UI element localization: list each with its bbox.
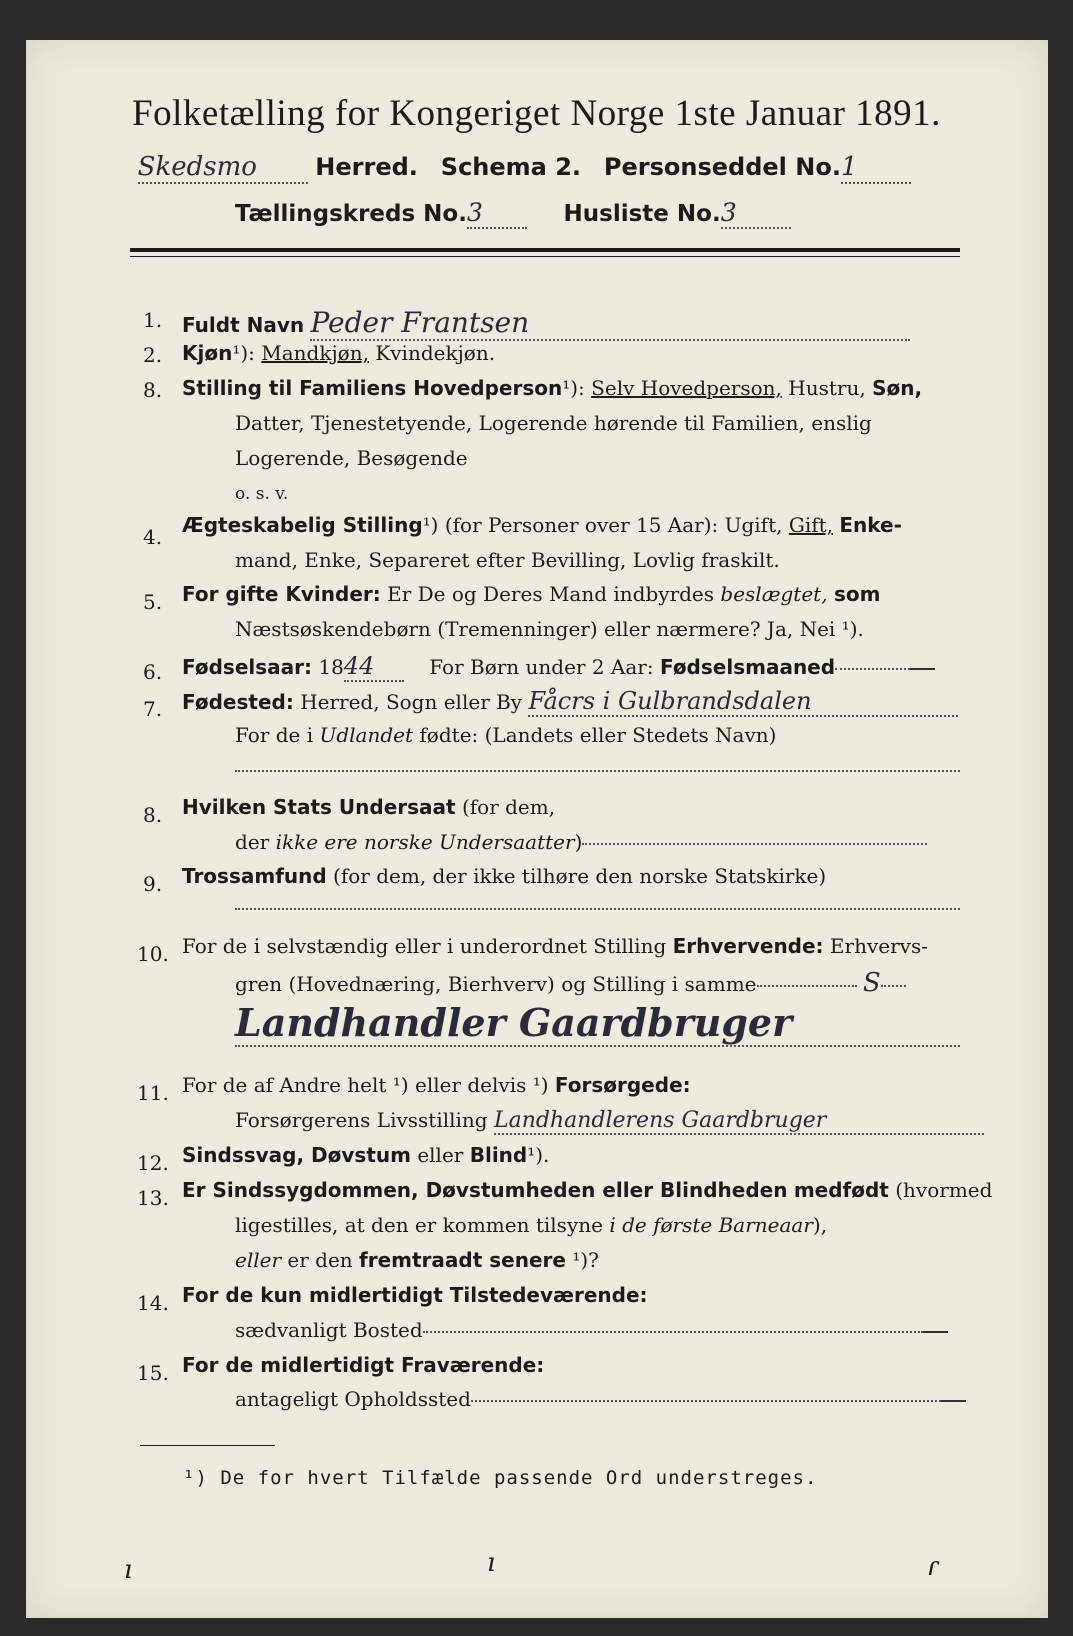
q8-number: 8.	[143, 803, 163, 827]
q15-line2-text: antageligt Opholdssted	[235, 1387, 471, 1411]
q13-number: 13.	[137, 1186, 169, 1210]
q2-option-mandkjon: Mandkjøn,	[261, 341, 369, 365]
header-rule	[130, 248, 960, 252]
q12-label: Sindssvag, Døvstum	[182, 1143, 411, 1167]
q3-option-selected: Selv Hovedperson,	[591, 376, 782, 400]
q13-text2: (hvormed	[895, 1178, 993, 1202]
q7-label: Fødested:	[182, 690, 294, 714]
q10-row	[182, 934, 928, 958]
q12-text: eller	[417, 1143, 464, 1167]
q10-line2-text: gren (Hovednæring, Bierhverv) og Stilling i samme	[235, 972, 757, 996]
q3-line2: Datter, Tjenestetyende, Logerende hørende til Familien, enslig	[235, 411, 872, 435]
q10-number: 10.	[137, 942, 169, 966]
q3-sup: ¹):	[562, 376, 585, 400]
q6-label2: Fødselsmaaned	[659, 655, 836, 679]
q5-number: 5.	[143, 590, 163, 614]
q8-text: (for dem,	[461, 795, 556, 819]
herred-name: Skedsmo	[138, 152, 308, 184]
q10-line2	[235, 968, 906, 998]
q2-row	[182, 341, 495, 365]
q6-number: 6.	[143, 660, 163, 684]
q6-prefix: 18	[318, 655, 344, 679]
q3-option-son: Søn,	[872, 376, 923, 400]
census-form-page	[26, 40, 1048, 1618]
q12-number: 12.	[137, 1151, 169, 1175]
q14-row	[182, 1283, 648, 1307]
q7-value: Fåcrs i Gulbrandsdalen	[528, 687, 958, 717]
q13-line2	[235, 1213, 827, 1237]
footnote: ¹) De for hvert Tilfælde passende Ord understreges.	[183, 1467, 818, 1489]
q9-text: (for dem, der ikke tilhøre den norske	[333, 864, 708, 888]
q13-line3c: fremtraadt senere	[359, 1248, 566, 1272]
q1-number: 1.	[143, 308, 163, 332]
q14-line2-text: sædvanligt Bosted	[235, 1318, 423, 1342]
q4-row	[182, 513, 902, 537]
q15-line2	[235, 1387, 966, 1411]
q15-label: For de midlertidigt Fraværende:	[182, 1353, 545, 1377]
q10-label: Erhvervende:	[672, 934, 824, 958]
q13-row	[182, 1178, 992, 1202]
q11-line2-text: Forsørgerens Livsstilling	[235, 1108, 488, 1132]
q13-text: Er Sindssygdommen, Døvstumheden eller Blindheden	[182, 1178, 788, 1202]
q3-line3: Logerende, Besøgende	[235, 446, 468, 470]
q15-number: 15.	[137, 1361, 169, 1385]
q5-label: For gifte Kvinder:	[182, 582, 381, 606]
personseddel-label: Personseddel No.	[603, 153, 841, 181]
q3-number: 8.	[143, 378, 163, 402]
q8-line2	[235, 830, 927, 854]
q7-line2c: fødte: (Landets eller Stedets Navn)	[419, 723, 777, 747]
q1-row	[182, 306, 910, 341]
q2-label: Kjøn	[182, 341, 233, 365]
q13-line2a: ligestilles, at den er kommen tilsyne	[235, 1213, 603, 1237]
q11-label: Forsørgede:	[554, 1073, 691, 1097]
q7-number: 7.	[143, 697, 163, 721]
q10-text: For de i selvstændig eller i underordnet Stilling	[182, 934, 667, 958]
q12-blind: Blind	[469, 1143, 528, 1167]
q13-line3a: eller	[235, 1248, 282, 1272]
husliste-label: Husliste No.	[563, 201, 721, 227]
corner-mark-center: ı	[487, 1548, 496, 1578]
corner-mark-left: ı	[124, 1555, 133, 1585]
schema-label: Schema 2.	[440, 153, 582, 181]
personseddel-number: 1	[841, 152, 911, 184]
q7-line2	[235, 723, 776, 747]
q11-number: 11.	[137, 1081, 169, 1105]
taellingskreds-label: Tællingskreds No.	[235, 201, 467, 227]
footnote-rule	[140, 1445, 275, 1446]
q2-option-kvindekjon: Kvindekjøn.	[375, 341, 496, 365]
q7-row	[182, 687, 958, 717]
q2-sup: ¹):	[232, 341, 255, 365]
q5-line2: Næstsøskendebørn (Tremenninger) eller nærmere? Ja, Nei ¹).	[235, 617, 864, 641]
q4-number: 4.	[143, 525, 163, 549]
q5-text: Er De og Deres Mand indbyrdes	[387, 582, 715, 606]
q3-line4: o. s. v.	[235, 484, 289, 504]
q14-number: 14.	[137, 1291, 169, 1315]
q11-row	[182, 1073, 691, 1097]
q4-text: (for Personer over 15 Aar): Ugift,	[444, 513, 783, 537]
q7-blank-line	[235, 770, 960, 772]
q7-text: Herred, Sogn eller By	[300, 690, 523, 714]
q10-mark: S	[862, 968, 881, 998]
q11-line2	[235, 1108, 984, 1135]
header-rule-thin	[130, 256, 960, 257]
q12-row	[182, 1143, 549, 1167]
taellingskreds-number: 3	[467, 198, 527, 229]
q8-line2c: )	[574, 830, 583, 854]
q14-line2	[235, 1318, 948, 1342]
herred-row	[130, 152, 911, 184]
q8-row	[182, 795, 555, 819]
q9-statskirke: Statskirke)	[714, 864, 827, 888]
q11-value: Landhandlerens Gaardbruger	[494, 1108, 984, 1135]
husliste-number: 3	[721, 198, 791, 229]
q6-row	[182, 652, 935, 682]
q13-line2c: ),	[812, 1213, 828, 1237]
q10-text2: Erhvervs-	[829, 934, 928, 958]
q11-text: For de af Andre helt ¹) eller delvis ¹)	[182, 1073, 549, 1097]
q13-line3	[235, 1248, 599, 1272]
q4-line2: mand, Enke, Separeret efter Bevilling, Lovlig fraskilt.	[235, 548, 780, 572]
q6-text: For Børn under 2 Aar:	[429, 655, 654, 679]
q6-year: 44	[344, 652, 404, 682]
corner-mark-right: ɾ	[927, 1552, 939, 1582]
q13-line3d: ¹)?	[572, 1248, 599, 1272]
q4-label: Ægteskabelig Stilling	[182, 513, 423, 537]
q1-label: Fuldt Navn	[182, 313, 305, 337]
q6-label: Fødselsaar:	[182, 655, 312, 679]
q2-number: 2.	[143, 343, 163, 367]
q8-label: Hvilken Stats Undersaat	[182, 795, 456, 819]
q9-row	[182, 864, 826, 888]
q5-beslaegtet: beslægtet,	[720, 582, 828, 606]
q8-line2a: der	[235, 830, 270, 854]
q5-row	[182, 582, 880, 606]
q7-line2b: Udlandet	[319, 723, 414, 747]
q15-row	[182, 1353, 544, 1377]
q3-option-hustru: Hustru,	[788, 376, 866, 400]
q4-option-gift: Gift,	[788, 513, 834, 537]
q9-label: Trossamfund	[182, 864, 327, 888]
q3-label: Stilling til Familiens Hovedperson	[182, 376, 563, 400]
q13-medfodt: medfødt	[793, 1178, 889, 1202]
q7-line2a: For de i	[235, 723, 314, 747]
q1-value: Peder Frantsen	[310, 306, 910, 341]
q10-value: Landhandler Gaardbruger	[235, 1000, 960, 1047]
q5-som: som	[833, 582, 881, 606]
q3-row	[182, 376, 922, 400]
q9-number: 9.	[143, 872, 163, 896]
q12-sup: ¹).	[527, 1143, 550, 1167]
taellingskreds-row	[235, 198, 791, 229]
form-title: Folketælling for Kongeriget Norge 1ste Januar 1891.	[132, 93, 941, 134]
q13-line2b: i de første Barneaar	[609, 1213, 813, 1237]
herred-label: Herred.	[315, 153, 418, 181]
q14-label: For de kun midlertidigt Tilstedeværende:	[182, 1283, 648, 1307]
q13-line3b: er den	[287, 1248, 353, 1272]
q9-blank-line	[235, 908, 960, 910]
q4-sup: ¹)	[422, 513, 439, 537]
q8-line2b: ikke ere norske Undersaatter	[275, 830, 575, 854]
q4-option-enke: Enke-	[839, 513, 902, 537]
